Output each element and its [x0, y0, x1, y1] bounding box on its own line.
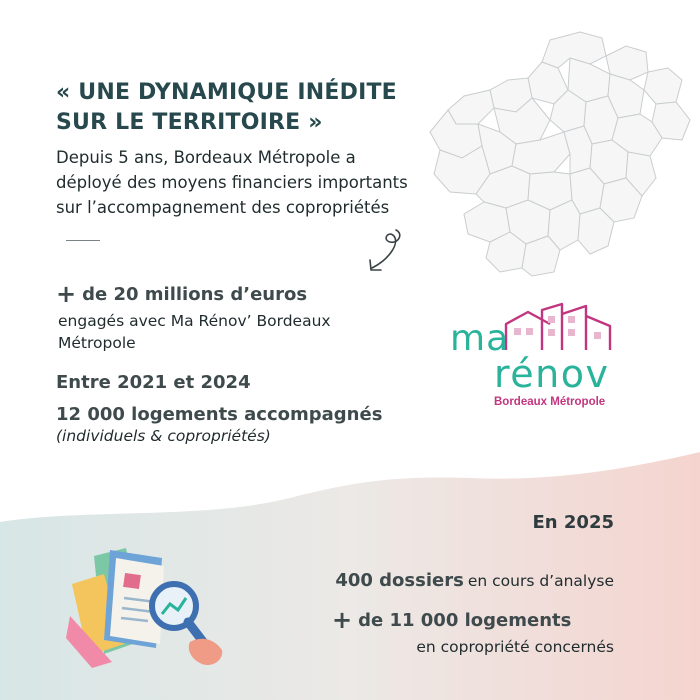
- logo-subtitle: Bordeaux Métropole: [494, 396, 606, 408]
- funding-desc-line-2: Métropole: [58, 334, 136, 352]
- curly-arrow-icon: [360, 226, 408, 278]
- title-line-1: « UNE DYNAMIQUE INÉDITE: [56, 80, 397, 105]
- housing-stat: [56, 404, 476, 447]
- units-value: de 11 000 logements: [358, 610, 572, 631]
- funding-stat: [56, 280, 476, 354]
- funding-desc: [58, 310, 476, 354]
- divider: [66, 240, 100, 241]
- title-line-2: SUR LE TERRITOIRE »: [56, 110, 323, 135]
- intro-line-2: déployé des moyens financiers importants: [56, 173, 408, 192]
- funding-desc-line-1: engagés avec Ma Rénov’ Bordeaux: [58, 312, 331, 330]
- logo-word-ma: ma: [450, 318, 510, 359]
- page-title: [56, 78, 416, 138]
- documents-magnifier-icon: [64, 544, 234, 674]
- files-desc: en cours d’analyse: [467, 572, 614, 590]
- intro-line-1: Depuis 5 ans, Bordeaux Métropole a: [56, 148, 356, 167]
- logo-word-renov: rénov: [494, 352, 610, 396]
- funding-value: de 20 millions d’euros: [82, 284, 308, 305]
- housing-value: 12 000 logements accompagnés: [56, 404, 383, 425]
- period-label: Entre 2021 et 2024: [56, 372, 251, 393]
- files-stat: [335, 570, 614, 592]
- ma-renov-logo: [444, 300, 624, 412]
- intro-paragraph: [56, 145, 486, 220]
- plus-icon-2: +: [332, 606, 353, 634]
- units-stat: [332, 606, 571, 634]
- housing-note: (individuels & copropriétés): [56, 427, 271, 445]
- plus-icon: +: [56, 280, 77, 308]
- houses-logo-icon: [502, 302, 614, 352]
- units-desc: en copropriété concernés: [416, 638, 614, 656]
- period-heading: [56, 372, 476, 393]
- files-value: 400 dossiers: [335, 570, 464, 591]
- outlook-year: En 2025: [532, 512, 614, 533]
- intro-line-3: sur l’accompagnement des copropriétés: [56, 198, 390, 217]
